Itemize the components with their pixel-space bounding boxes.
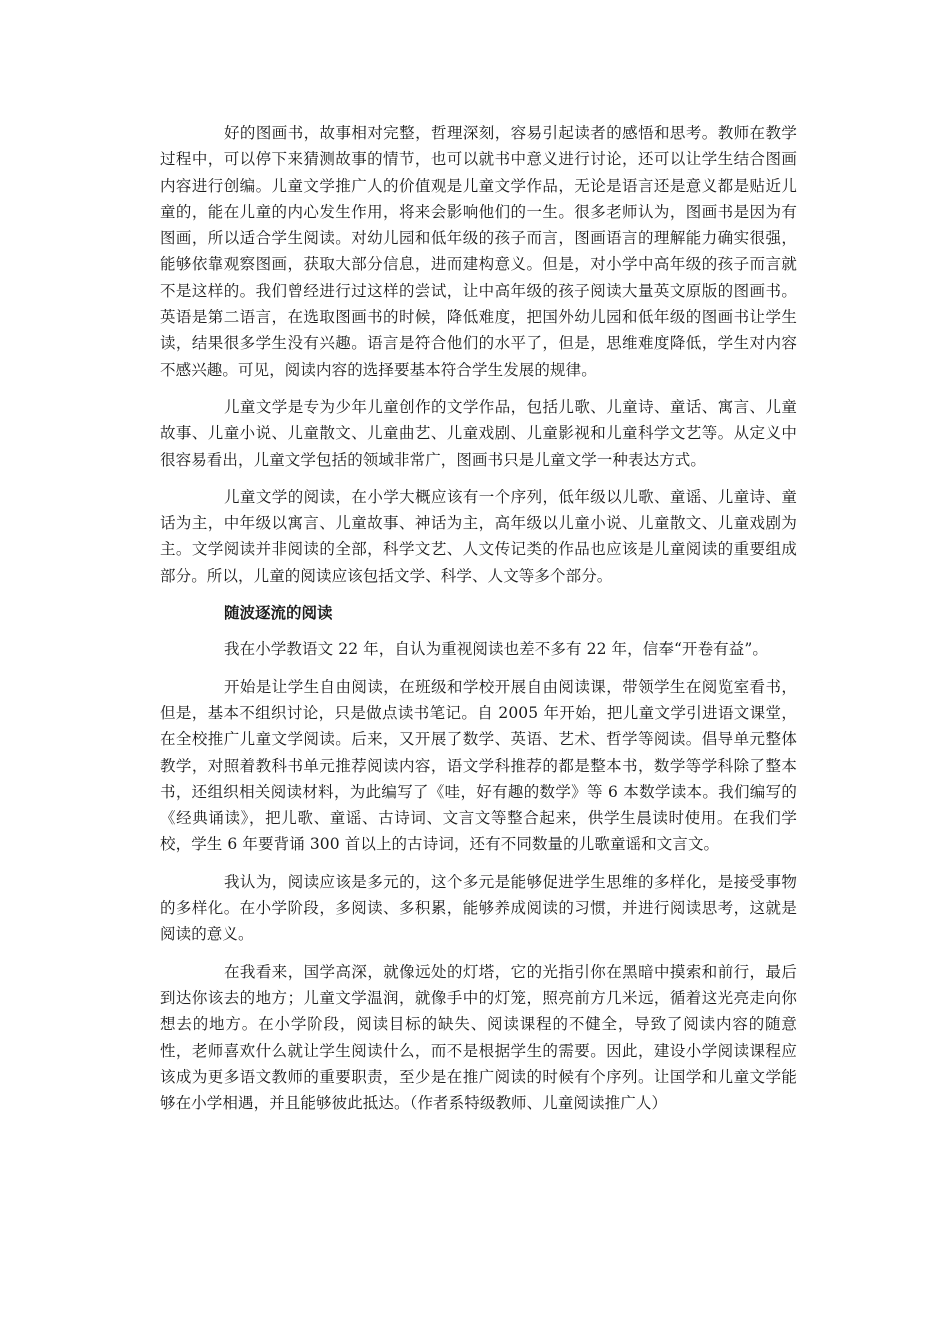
paragraph-picture-books: 好的图画书，故事相对完整，哲理深刻，容易引起读者的感悟和思考。教师在教学过程中，可以停下来猜测故事的情节，也可以就书中意义进行讨论，还可以让学生结合图画内容进行创编。儿童文学推广人的价值观是儿童文学作品，无论是语言还是意义都是贴近儿童的，能在儿童的内心发生作用，将来会影响他们的一生。很多老师认为，图画书是因为有图画，所以适合学生阅读。对幼儿园和低年级的孩子而言，图画语言的理解能力确实很强，能够依靠观察图画，获取大部分信息，进而建构意义。但是，对小学中高年级的孩子而言就不是这样的。我们曾经进行过这样的尝试，让中高年级的孩子阅读大量英文原版的图画书。英语是第二语言，在选取图画书的时候，降低难度，把国外幼儿园和低年级的图画书让学生读，结果很多学生没有兴趣。语言是符合他们的水平了，但是，思维难度降低，学生对内容不感兴趣。可见，阅读内容的选择要基本符合学生发展的规律。 [160,124,797,379]
paragraph-teaching-years: 我在小学教语文 22 年，自认为重视阅读也差不多有 22 年，信奉“开卷有益”。 [224,640,769,659]
paragraph-diverse-reading: 我认为，阅读应该是多元的，这个多元是能够促进学生思维的多样化，是接受事物的多样化。在小学阶段，多阅读、多积累，能够养成阅读的习惯，并进行阅读思考，这就是阅读的意义。 [160,872,797,944]
paragraph-reading-sequence: 儿童文学的阅读，在小学大概应该有一个序列，低年级以儿歌、童谣、儿童诗、童话为主，中年级以寓言、儿童故事、神话为主，高年级以儿童小说、儿童散文、儿童戏剧为主。文学阅读并非阅读的全部，科学文艺、人文传记类的作品也应该是儿童阅读的重要组成部分。所以，儿童的阅读应该包括文学、科学、人文等多个部分。 [160,487,797,585]
paragraph-childrens-literature-definition: 儿童文学是专为少年儿童创作的文学作品，包括儿歌、儿童诗、童话、寓言、儿童故事、儿童小说、儿童散文、儿童曲艺、儿童戏剧、儿童影视和儿童科学文艺等。从定义中很容易看出，儿童文学包括的领域非常广，图画书只是儿童文学一种表达方式。 [160,397,797,469]
section-heading: 随波逐流的阅读 [224,604,333,623]
paragraph-free-reading: 开始是让学生自由阅读，在班级和学校开展自由阅读课，带领学生在阅览室看书，但是，基本不组织讨论，只是做点读书笔记。自 2005 年开始，把儿童文学引进语文课堂，在全校推广儿童文学阅读。后来，又开展了数学、英语、艺术、哲学等阅读。倡导单元整体教学，对照着教科书单元推荐阅读内容，语文学科推荐的都是整本书，数学等学科除了整本书，还组织相关阅读材料，为此编写了《哇，好有趣的数学》等 6 本数学读本。我们编写的《经典诵读》，把儿歌、童谣、古诗词、文言文等整合起来，供学生晨读时使用。在我们学校，学生 6 年要背诵 300 首以上的古诗词，还有不同数量的儿歌童谣和文言文。 [160,677,797,854]
paragraph-conclusion: 在我看来，国学高深，就像远处的灯塔，它的光指引你在黑暗中摸索和前行，最后到达你该去的地方；儿童文学温润，就像手中的灯笼，照亮前方几米远，循着这光亮走向你想去的地方。在小学阶段，阅读目标的缺失、阅读课程的不健全，导致了阅读内容的随意性，老师喜欢什么就让学生阅读什么，而不是根据学生的需要。因此，建设小学阅读课程应该成为更多语文教师的重要职责，至少是在推广阅读的时候有个序列。让国学和儿童文学能够在小学相遇，并且能够彼此抵达。（作者系特级教师、儿童阅读推广人） [160,962,797,1113]
document-page [160,120,797,1127]
